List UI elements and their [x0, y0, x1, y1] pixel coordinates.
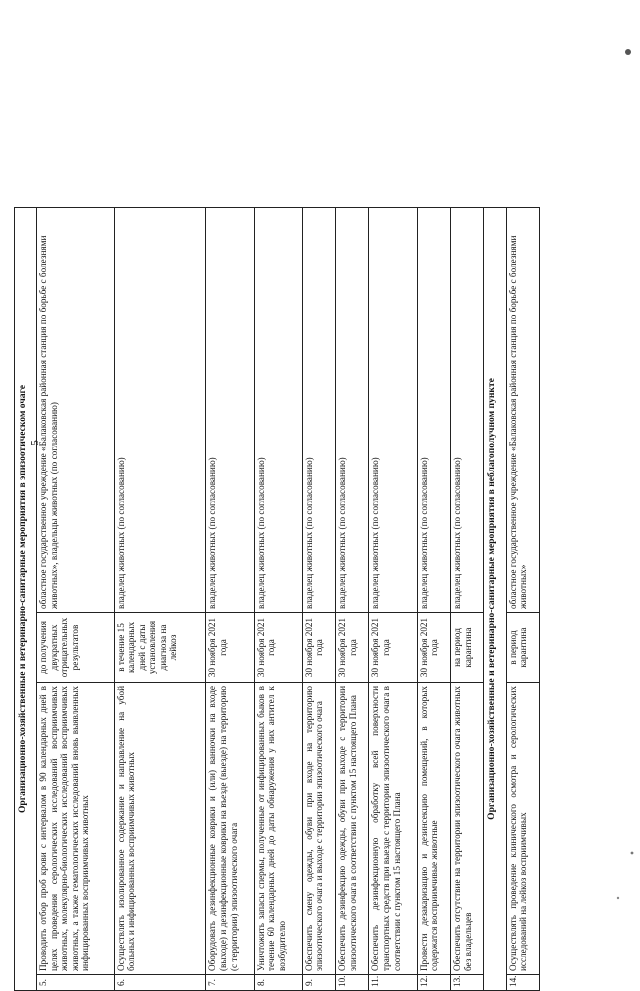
- row-responsible: владелец животных (по согласованию): [369, 208, 417, 613]
- page-number: 5: [28, 440, 41, 446]
- table-row: [417, 208, 450, 991]
- row-term: на период карантина: [450, 613, 483, 683]
- row-action: Оборудовать дезинфекционные коврики и (или) ванночки на входе (выходе) и дезинфекционные коврики на въезде (выезде) на территорию (с территории) эпизоотического очага: [206, 683, 254, 975]
- row-term: 30 ноября 2021 года: [336, 613, 369, 683]
- row-number: 8.: [254, 975, 302, 991]
- row-responsible: владелец животных (по согласованию): [114, 208, 206, 613]
- row-responsible: владелец животных (по согласованию): [336, 208, 369, 613]
- section-heading-row: [484, 208, 506, 991]
- row-action: Проводить отбор проб крови с интервалом в 90 календарных дней в целях проведения серологических исследований восприимчивых животных, молекулярно-биологических исследований восприимчивых животных, а также гематологических исследований вновь выявленных инфицированных восприимчивых животных: [37, 683, 114, 975]
- row-action: Провести дезакаризацию и дезинсекцию помещений, в которых содержатся восприимчивые животные: [417, 683, 450, 975]
- row-responsible: областное государственное учреждение «Балаковская районная станция по борьбе с болезнями животных», владельцы животных (по согласованию): [37, 208, 114, 613]
- row-number: 5.: [37, 975, 114, 991]
- row-number: 6.: [114, 975, 206, 991]
- table-row: [506, 208, 539, 991]
- row-action: Осуществлять проведение клинического осмотра и серологических исследований на лейкоз восприимчивых: [506, 683, 539, 975]
- row-responsible: областное государственное учреждение «Балаковская районная станция по борьбе с болезнями животных»: [506, 208, 539, 613]
- row-action: Уничтожить запасы спермы, полученные от инфицированных быков в течение 60 календарных дней до даты обнаружения у них антител к возбудителю: [254, 683, 302, 975]
- row-term: 30 ноября 2021 года: [302, 613, 335, 683]
- table-row: [450, 208, 483, 991]
- row-term: в течение 15 календарных дней с даты установления диагноза на лейкоз: [114, 613, 206, 683]
- row-responsible: владелец животных (по согласованию): [417, 208, 450, 613]
- row-term: в период карантина: [506, 613, 539, 683]
- row-number: 11.: [369, 975, 417, 991]
- table-row: [206, 208, 254, 991]
- row-action: Осуществлять изолированное содержание и направление на убой больных и инфицированных восприимчивых животных: [114, 683, 206, 975]
- row-action: Обеспечить дезинфекционную обработку всей поверхности транспортных средств при выезде с территории эпизоотического очага в соответствии с пунктом 15 настоящего Плана: [369, 683, 417, 975]
- row-action: Обеспечить смену одежды, обуви при входе на территорию эпизоотического очага и выходе с территории эпизоотического очага: [302, 683, 335, 975]
- table-row: [37, 208, 114, 991]
- row-term: 30 ноября 2021 года: [417, 613, 450, 683]
- table-row: [302, 208, 335, 991]
- row-number: 12.: [417, 975, 450, 991]
- row-term: 30 ноября 2021 года: [254, 613, 302, 683]
- row-action: Обеспечить дезинфекцию одежды, обуви при выходе с территории эпизоотического очага в соответствии с пунктом 15 настоящего Плана: [336, 683, 369, 975]
- row-term: 30 ноября 2021 года: [206, 613, 254, 683]
- row-number: 13.: [450, 975, 483, 991]
- row-term: до получения двукратных отрицательных результатов: [37, 613, 114, 683]
- table-row: [369, 208, 417, 991]
- section-heading-row: [15, 208, 37, 991]
- table-row: [336, 208, 369, 991]
- section-heading: Организационно-хозяйственные и ветеринарно-санитарные мероприятия в неблагополучном пункте: [484, 208, 506, 991]
- row-term: 30 ноября 2021 года: [369, 613, 417, 683]
- plan-table-rotated: [14, 207, 540, 991]
- row-responsible: владелец животных (по согласованию): [254, 208, 302, 613]
- row-responsible: владелец животных (по согласованию): [302, 208, 335, 613]
- row-action: Обеспечить отсутствие на территории эпизоотического очага животных без владельцев: [450, 683, 483, 975]
- row-number: 9.: [302, 975, 335, 991]
- plan-table: [14, 207, 540, 991]
- table-row: [114, 208, 206, 991]
- row-responsible: владелец животных (по согласованию): [450, 208, 483, 613]
- row-responsible: владелец животных (по согласованию): [206, 208, 254, 613]
- row-number: 10.: [336, 975, 369, 991]
- section-heading: Организационно-хозяйственные и ветеринарно-санитарные мероприятия в эпизоотическом очаге: [15, 208, 37, 991]
- table-row: [254, 208, 302, 991]
- row-number: 14.: [506, 975, 539, 991]
- row-number: 7.: [206, 975, 254, 991]
